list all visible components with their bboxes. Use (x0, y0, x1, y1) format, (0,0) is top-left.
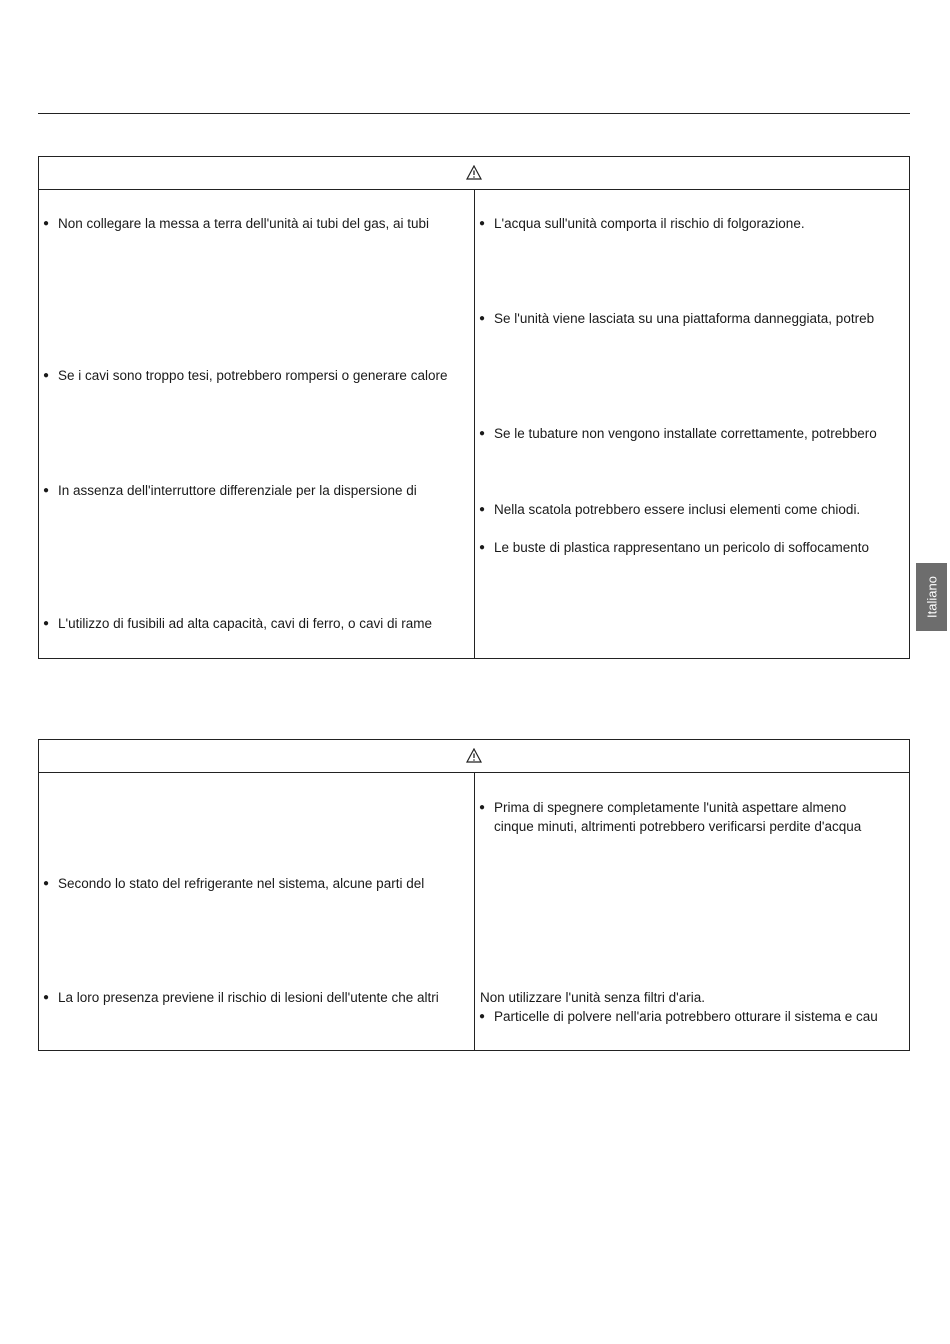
caution-item: Particelle di polvere nell'aria potrebbero otturare il sistema e cau (494, 1009, 878, 1024)
bullet-icon: ● (43, 878, 50, 889)
bullet-icon: ● (479, 428, 486, 439)
caution-item: Secondo lo stato del refrigerante nel sistema, alcune parti del (58, 876, 425, 891)
bullet-icon: ● (43, 218, 50, 229)
warning-box-2 (38, 739, 910, 1051)
bullet-icon: ● (479, 802, 486, 813)
warning-box-2-header (39, 740, 909, 773)
bullet-icon: ● (479, 1011, 486, 1022)
bullet-icon: ● (43, 485, 50, 496)
caution-heading: Non utilizzare l'unità senza filtri d'aria. (480, 990, 706, 1005)
warning-item: Se le tubature non vengono installate correttamente, potrebbero (494, 426, 877, 441)
caution-item-line: Prima di spegnere completamente l'unità aspettare almeno (494, 800, 847, 815)
warning-triangle-icon (466, 165, 482, 180)
language-tab[interactable] (916, 563, 947, 631)
warning-box-1 (38, 156, 910, 659)
warning-item: L'acqua sull'unità comporta il rischio di folgorazione. (494, 216, 805, 231)
bullet-icon: ● (479, 313, 486, 324)
caution-item: La loro presenza previene il rischio di lesioni dell'utente che altri (58, 990, 439, 1005)
bullet-icon: ● (479, 218, 486, 229)
warning-item: Non collegare la messa a terra dell'unità ai tubi del gas, ai tubi (58, 216, 430, 231)
warning-item: Nella scatola potrebbero essere inclusi elementi come chiodi. (494, 502, 861, 517)
language-tab-label: Italiano (924, 576, 939, 618)
warning-item: L'utilizzo di fusibili ad alta capacità, cavi di ferro, o cavi di rame (58, 616, 432, 631)
warning-item: Se l'unità viene lasciata su una piattaforma danneggiata, potreb (494, 311, 875, 326)
bullet-icon: ● (43, 370, 50, 381)
bullet-icon: ● (43, 618, 50, 629)
bullet-icon: ● (479, 542, 486, 553)
column-divider (474, 190, 475, 658)
warning-box-1-header (39, 157, 909, 190)
bullet-icon: ● (43, 992, 50, 1003)
warning-item: Se i cavi sono troppo tesi, potrebbero rompersi o generare calore (58, 368, 448, 383)
warning-triangle-icon (466, 748, 482, 763)
bullet-icon: ● (479, 504, 486, 515)
warning-item: Le buste di plastica rappresentano un pericolo di soffocamento (494, 540, 869, 555)
caution-item-line: cinque minuti, altrimenti potrebbero verificarsi perdite d'acqua (494, 819, 862, 834)
column-divider (474, 773, 475, 1050)
top-rule (38, 113, 910, 114)
warning-item: In assenza dell'interruttore differenziale per la dispersione di (58, 483, 417, 498)
